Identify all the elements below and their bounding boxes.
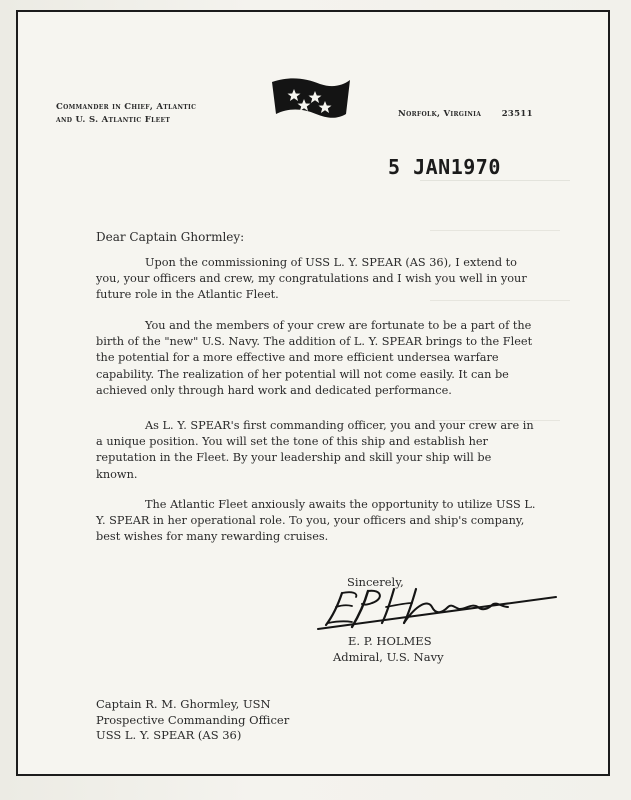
signer-name: E. P. HOLMES (348, 634, 432, 648)
four-star-admiral-flag-icon (270, 74, 352, 122)
recipient-line-3: USS L. Y. SPEAR (AS 36) (96, 728, 242, 742)
body-paragraph-3: As L. Y. SPEAR's first commanding officer, you and your crew are in a unique position. You will set the tone of this ship and establish her reputation in the Fleet. By your leadership and skill your ship will be known. (96, 419, 534, 481)
closing: Sincerely, (347, 575, 404, 589)
sender-line-1: Commander in Chief, Atlantic (56, 102, 197, 112)
handwritten-signature (312, 585, 560, 630)
location-zip: 23511 (501, 109, 533, 119)
recipient-address (96, 697, 289, 744)
sender-location (398, 109, 533, 119)
body-paragraph-2: You and the members of your crew are fortunate to be a part of the birth of the "new" U.S. Navy. The addition of L. Y. SPEAR brings to the Fleet the potential for a more effective and more efficient undersea warfare capability. The realization of her potential will not come easily. It can be achieved only through hard work and dedicated performance. (96, 319, 533, 397)
date-stamp: 5 JAN1970 (388, 155, 501, 179)
salutation: Dear Captain Ghormley: (96, 230, 245, 244)
recipient-line-1: Captain R. M. Ghormley, USN (96, 697, 271, 711)
recipient-line-2: Prospective Commanding Officer (96, 712, 290, 727)
signer-title: Admiral, U.S. Navy (333, 650, 444, 664)
sender-line-2: and U. S. Atlantic Fleet (56, 115, 171, 125)
body-paragraph-1: Upon the commissioning of USS L. Y. SPEAR (AS 36), I extend to you, your officers and crew, my congratulations and I wish you well in your future role in the Atlantic Fleet. (96, 256, 527, 302)
location-city: Norfolk, Virginia (398, 109, 482, 119)
body-paragraph-4: The Atlantic Fleet anxiously awaits the opportunity to utilize USS L. Y. SPEAR in her operational role. To you, your officers and ship's company, best wishes for many rewarding cruises. (96, 498, 536, 544)
sender-letterhead (56, 101, 196, 127)
